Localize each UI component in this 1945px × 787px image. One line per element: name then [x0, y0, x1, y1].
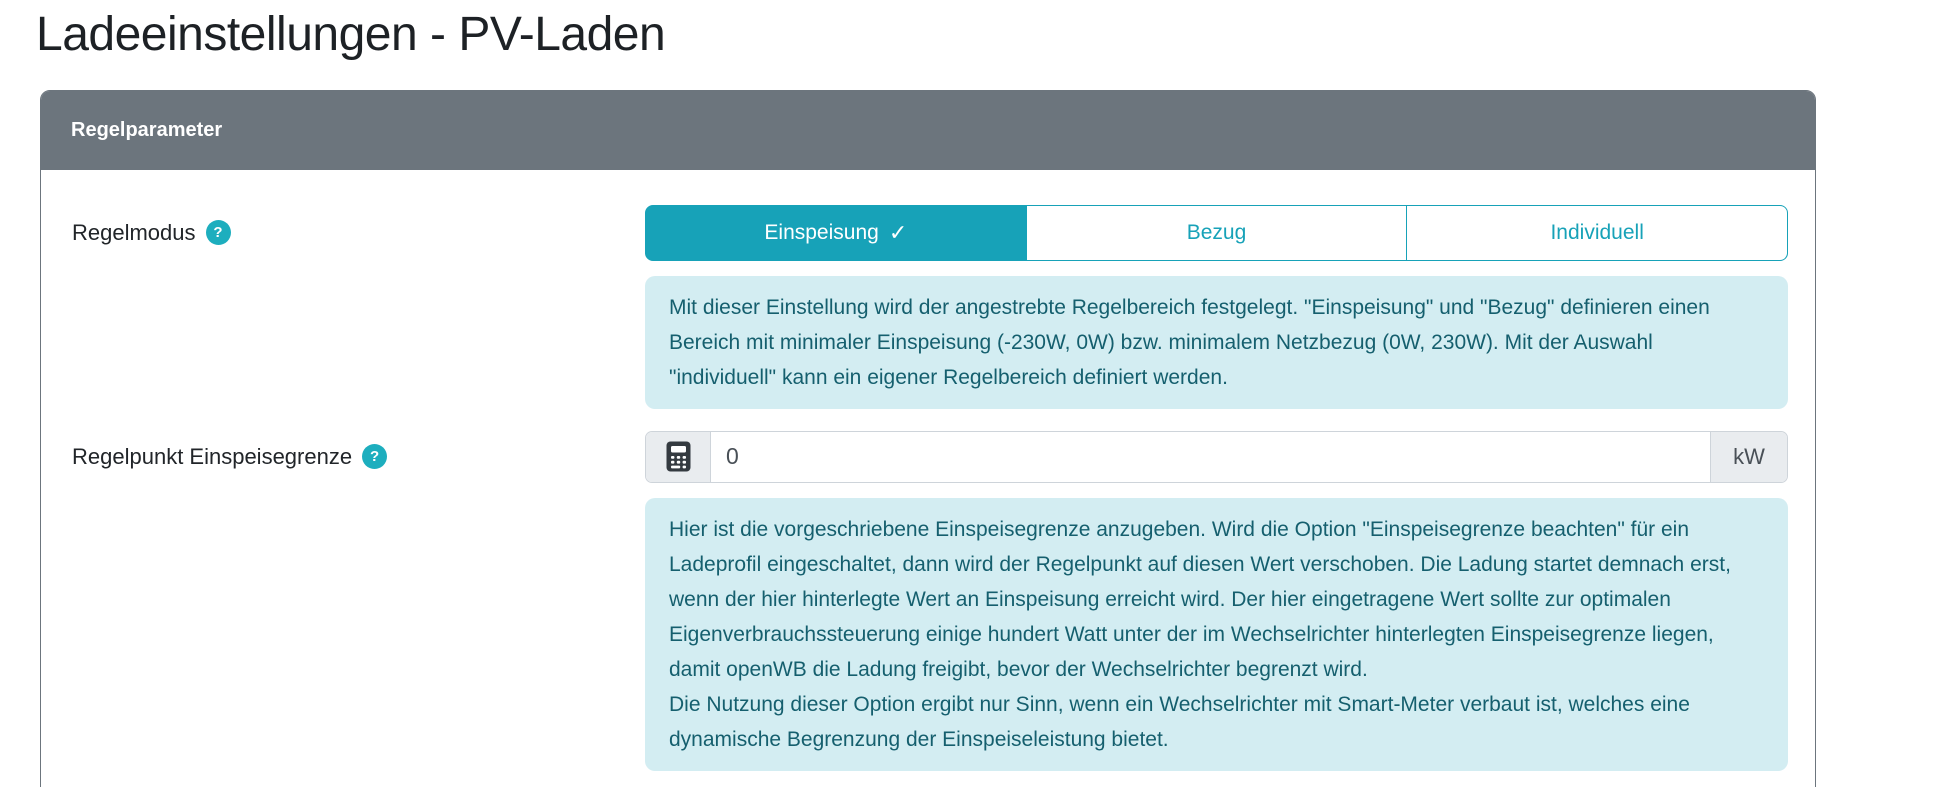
regelpunkt-info-text-2: Die Nutzung dieser Option ergibt nur Sinn, wenn ein Wechselrichter mit Smart-Meter verbaut ist, welches eine dynamische Begrenzung der Einspeiseleistung bietet.: [669, 692, 1690, 751]
regelpunkt-label-col: [72, 431, 645, 771]
regelpunkt-info-box: [645, 498, 1788, 771]
regelmodus-label: Regelmodus: [72, 219, 196, 245]
card-header-title: Regelparameter: [71, 118, 223, 141]
einspeisung-button-label: Einspeisung: [764, 220, 879, 244]
regelmodus-controls: [645, 205, 1788, 409]
page-title: Ladeeinstellungen - PV-Laden: [36, 8, 666, 61]
calculator-icon: [665, 440, 692, 473]
help-icon[interactable]: ?: [362, 444, 387, 469]
regelparameter-card: [40, 90, 1816, 787]
bezug-button-label: Bezug: [1186, 220, 1247, 244]
calculator-addon: [646, 432, 711, 482]
check-icon: ✓: [888, 219, 908, 245]
card-header: [41, 91, 1815, 170]
individuell-button[interactable]: [1407, 205, 1788, 261]
card-body: [41, 170, 1815, 787]
regelpunkt-label: Regelpunkt Einspeisegrenze: [72, 443, 353, 469]
regelpunkt-info-text-1: Hier ist die vorgeschriebene Einspeisegrenze anzugeben. Wird die Option "Einspeisegrenze beachten" für ein Ladeprofil eingeschaltet, dann wird der Regelpunkt auf diesen Wert verschoben. Die Ladung startet demnach erst, wenn der hier hinterlegte Wert an Einspeisung erreicht wird. Der hier eingetragene Wert sollte zur optimalen Eigenverbrauchssteuerung einige hundert Watt unter der im Wechselrichter hinterlegten Einspeisegrenze liegen, damit openWB die Ladung freigibt, bevor der Wechselrichter begrenzt wird.: [669, 517, 1731, 681]
einspeisegrenze-input[interactable]: [711, 432, 1710, 482]
regelmodus-button-group: [645, 205, 1788, 261]
regelmodus-label-col: [72, 205, 645, 409]
unit-addon: [1710, 432, 1787, 482]
regelpunkt-input-group: [645, 431, 1788, 483]
regelmodus-row: [72, 205, 1788, 409]
regelpunkt-row: [72, 431, 1788, 771]
einspeisung-button[interactable]: [645, 205, 1027, 261]
bezug-button[interactable]: [1027, 205, 1408, 261]
regelmodus-info-text: Mit dieser Einstellung wird der angestrebte Regelbereich festgelegt. "Einspeisung" und "Bezug" definieren einen Bereich mit minimaler Einspeisung (-230W, 0W) bzw. minimalem Netzbezug (0W, 230W). Mit der Auswahl "individuell" kann ein eigener Regelbereich definiert werden.: [669, 295, 1710, 389]
unit-label: kW: [1733, 443, 1765, 469]
regelmodus-info-box: [645, 276, 1788, 409]
individuell-button-label: Individuell: [1550, 220, 1644, 244]
help-icon[interactable]: ?: [206, 220, 231, 245]
regelpunkt-controls: [645, 431, 1788, 771]
